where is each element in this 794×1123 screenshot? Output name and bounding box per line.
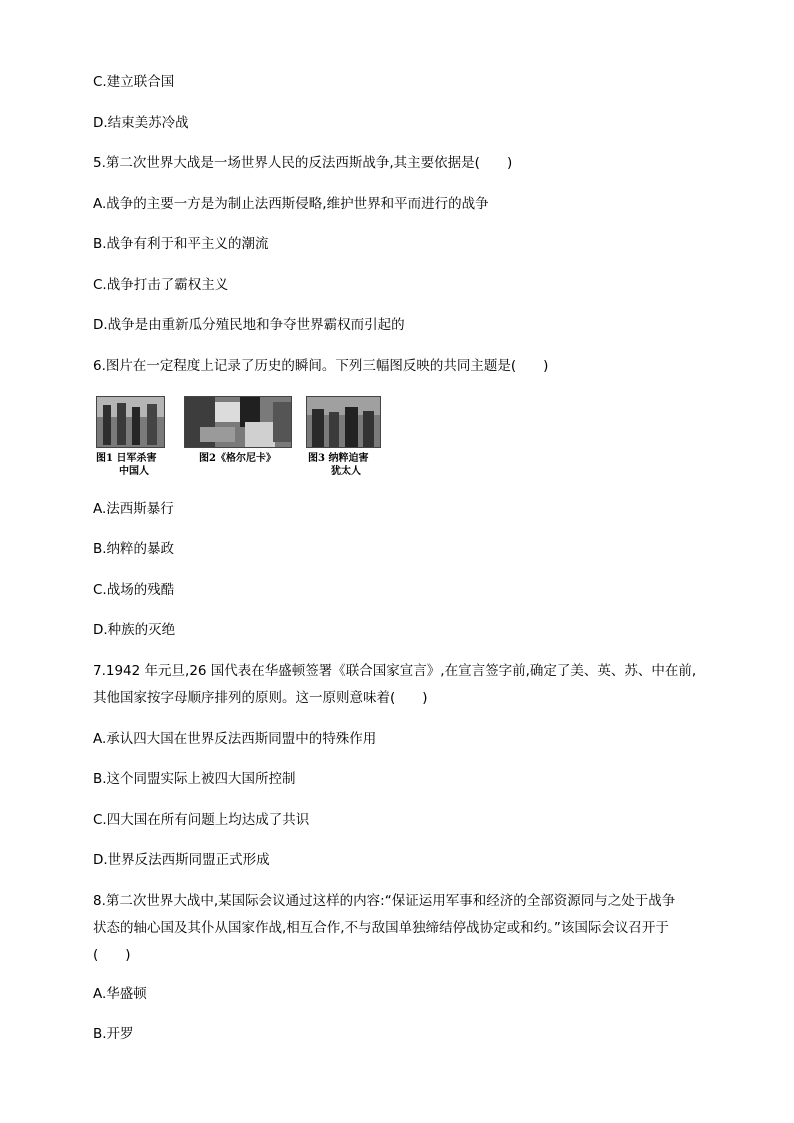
q5-option-b: B.战争有利于和平主义的潮流: [93, 236, 269, 252]
q4-option-d: D.结束美苏冷战: [93, 115, 189, 131]
q6-stem: 6.图片在一定程度上记录了历史的瞬间。下列三幅图反映的共同主题是( ): [93, 358, 549, 374]
q7-option-d: D.世界反法西斯同盟正式形成: [93, 852, 270, 868]
q5-option-d: D.战争是由重新瓜分殖民地和争夺世界霸权而引起的: [93, 317, 405, 333]
figure-3-image: [306, 396, 381, 448]
q8-stem-line-2: 状态的轴心国及其仆从国家作战,相互合作,不与敌国单独缔结停战协定或和约。”该国际会议召开于: [93, 920, 669, 936]
q6-option-a: A.法西斯暴行: [93, 501, 174, 517]
q7-option-c: C.四大国在所有问题上均达成了共识: [93, 812, 310, 828]
q5-option-c: C.战争打击了霸权主义: [93, 277, 229, 293]
figure-2-caption: 图2《格尔尼卡》: [199, 453, 276, 464]
q8-stem-line-1: 8.第二次世界大战中,某国际会议通过这样的内容:“保证运用军事和经济的全部资源同与之处于战争: [93, 893, 676, 909]
q7-option-a: A.承认四大国在世界反法西斯同盟中的特殊作用: [93, 731, 377, 747]
q6-option-b: B.纳粹的暴政: [93, 541, 175, 557]
figure-3-caption: 图3 纳粹迫害 犹太人: [308, 453, 369, 477]
q7-stem-line-2: 其他国家按字母顺序排列的原则。这一原则意味着( ): [93, 690, 428, 706]
figure-1-caption: 图1 日军杀害 中国人: [96, 453, 157, 477]
figure-2-image: [184, 396, 292, 448]
q6-option-d: D.种族的灭绝: [93, 622, 176, 638]
q8-option-b: B.开罗: [93, 1026, 134, 1042]
q8-option-a: A.华盛顿: [93, 986, 147, 1002]
q6-option-c: C.战场的残酷: [93, 582, 175, 598]
q7-stem-line-1: 7.1942 年元旦,26 国代表在华盛顿签署《联合国家宣言》,在宣言签字前,确定了美、英、苏、中在前,: [93, 663, 697, 679]
q7-option-b: B.这个同盟实际上被四大国所控制: [93, 771, 296, 787]
figure-1-image: [96, 396, 165, 448]
q5-stem: 5.第二次世界大战是一场世界人民的反法西斯战争,其主要依据是( ): [93, 155, 513, 171]
q4-option-c: C.建立联合国: [93, 74, 175, 90]
q8-stem-line-3: ( ): [93, 947, 131, 963]
q5-option-a: A.战争的主要一方是为制止法西斯侵略,维护世界和平而进行的战争: [93, 196, 489, 212]
